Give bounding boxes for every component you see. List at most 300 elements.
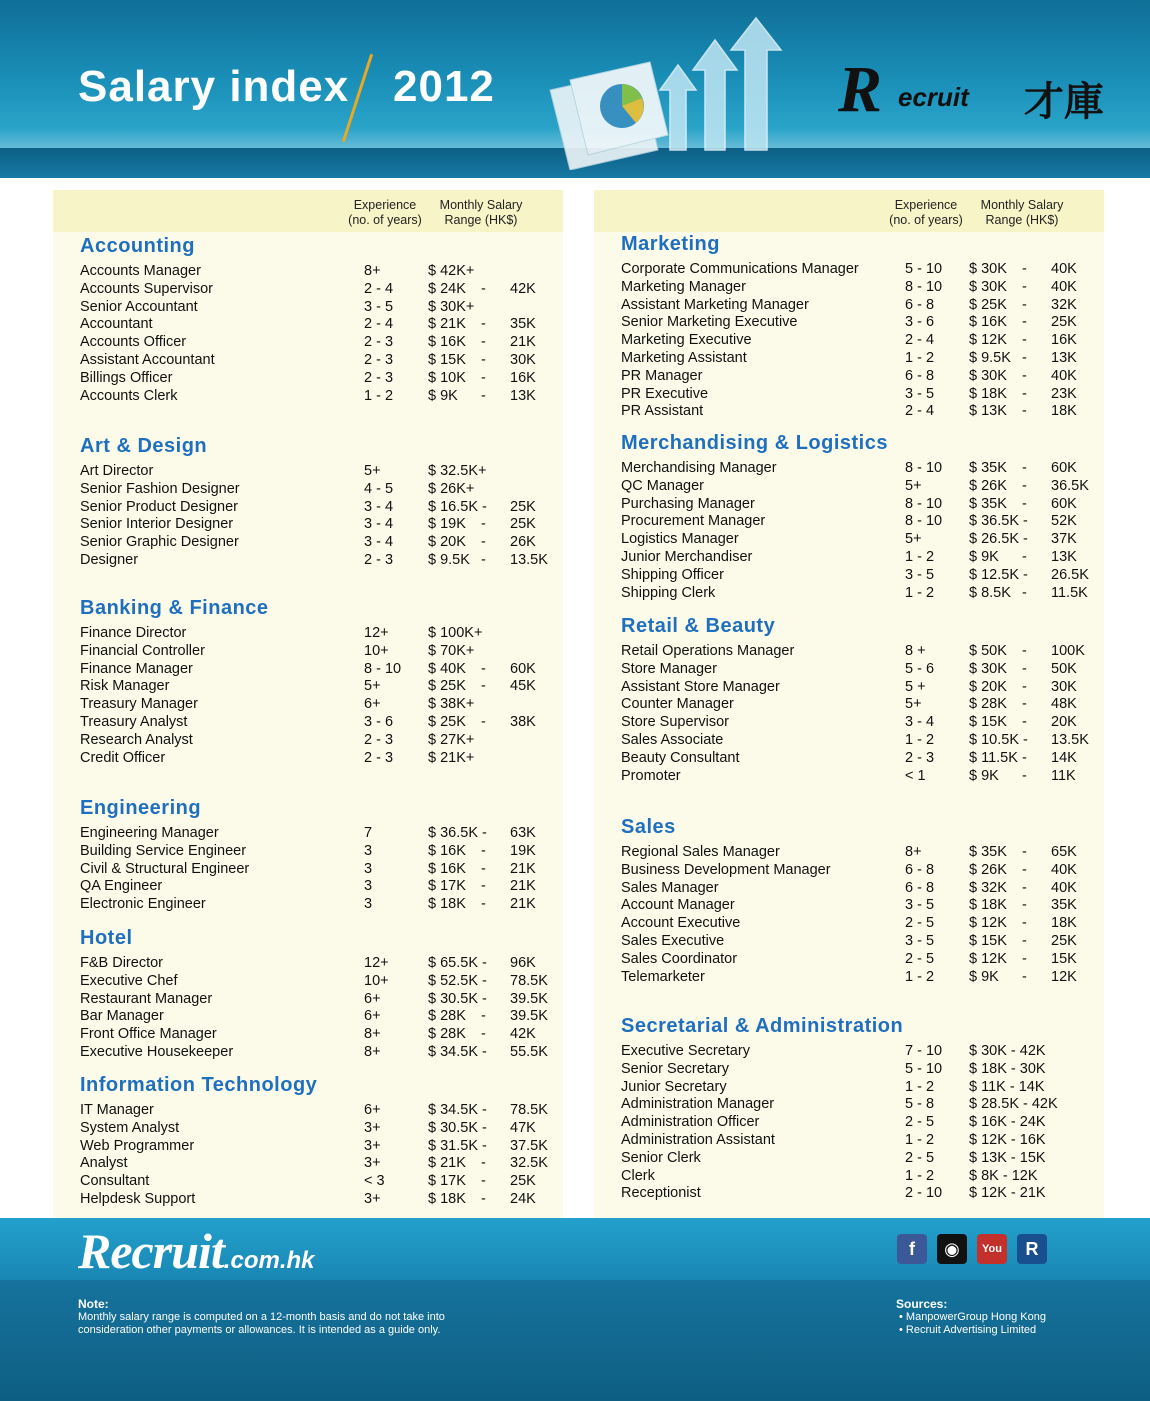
salary-low: $ 15K xyxy=(428,352,466,368)
salary-low: $ 12K - 16K xyxy=(969,1132,1046,1148)
salary-high: 30K xyxy=(1051,678,1077,695)
salary-low: $ 35K xyxy=(969,460,1007,476)
salary-row xyxy=(80,1026,550,1044)
salary-row xyxy=(621,880,1091,898)
experience-header-line2: (no. of years) xyxy=(348,213,422,227)
experience-years: 3 xyxy=(364,842,373,859)
salary-row xyxy=(80,334,550,352)
job-title: Civil & Structural Engineer xyxy=(80,860,250,877)
salary-high: 42K xyxy=(510,280,536,297)
salary-row xyxy=(80,861,550,879)
salary-high: 65K xyxy=(1051,844,1077,860)
site-logo-domain: .com.hk xyxy=(223,1247,315,1274)
salary-low: $ 9.5K xyxy=(428,552,470,568)
salary-low: $ 28.5K - 42K xyxy=(969,1096,1058,1113)
salary-low: $ 30K - 42K xyxy=(969,1043,1046,1059)
site-logo[interactable] xyxy=(78,1222,315,1280)
salary-row xyxy=(80,714,550,732)
salary-separator: - xyxy=(1022,767,1027,784)
salary-row xyxy=(80,678,550,696)
salary-high: 30K xyxy=(510,352,536,368)
experience-years: 1 - 2 xyxy=(905,350,935,366)
salary-low: $ 36.5K - xyxy=(428,825,487,841)
experience-years: 8+ xyxy=(364,1044,381,1060)
job-title: IT Manager xyxy=(80,1102,154,1118)
salary-row xyxy=(80,388,550,406)
job-title: Building Service Engineer xyxy=(80,842,247,859)
salary-low: $ 19K xyxy=(428,516,466,533)
job-title: Senior Secretary xyxy=(621,1060,729,1077)
salary-low: $ 34.5K - xyxy=(428,1102,487,1118)
job-title: F&B Director xyxy=(80,955,163,971)
job-title: Store Supervisor xyxy=(621,714,729,731)
salary-row xyxy=(621,1043,1091,1061)
salary-row xyxy=(621,844,1091,862)
job-title: Senior Product Designer xyxy=(80,498,238,515)
salary-separator: - xyxy=(1022,714,1027,731)
experience-years: 8 - 10 xyxy=(905,495,943,512)
salary-separator: - xyxy=(481,369,486,386)
salary-row xyxy=(621,261,1091,279)
salary-low: $ 42K+ xyxy=(428,263,475,279)
experience-years: 3 - 5 xyxy=(905,566,935,583)
salary-low: $ 24K xyxy=(428,280,466,297)
salary-low: $ 20K xyxy=(428,534,466,551)
job-title: Account Manager xyxy=(621,897,735,914)
salary-high: 20K xyxy=(1051,714,1077,731)
job-title: PR Executive xyxy=(621,385,709,402)
salary-low: $ 18K xyxy=(428,1191,466,1207)
job-title: Sales Associate xyxy=(621,732,724,748)
salary-low: $ 16K xyxy=(428,334,466,351)
salary-row xyxy=(80,843,550,861)
experience-years: 7 - 10 xyxy=(905,1043,943,1059)
salary-high: 13K xyxy=(510,387,536,404)
salary-separator: - xyxy=(1022,950,1027,967)
salary-low: $ 25K xyxy=(969,296,1007,313)
salary-row xyxy=(80,481,550,499)
salary-high: 25K xyxy=(510,516,536,533)
salary-high: 25K xyxy=(510,1173,536,1190)
salary-row xyxy=(80,352,550,370)
experience-years: 6+ xyxy=(364,1102,381,1118)
section-title: Banking & Finance xyxy=(80,597,269,619)
salary-low: $ 26K xyxy=(969,861,1007,878)
experience-years: 12+ xyxy=(364,955,389,971)
experience-years: 3 - 4 xyxy=(364,516,394,533)
salary-high: 38K xyxy=(510,714,536,730)
left-salary-column xyxy=(53,190,563,1220)
salary-header xyxy=(433,198,529,228)
experience-years: 1 - 2 xyxy=(905,1132,935,1148)
salary-high: 39.5K xyxy=(510,1008,548,1025)
salary-high: 35K xyxy=(1051,897,1077,914)
salary-separator: - xyxy=(1022,460,1027,476)
salary-low: $ 11K - 14K xyxy=(969,1078,1045,1095)
section-title: Engineering xyxy=(80,797,202,819)
job-title: QA Engineer xyxy=(80,878,163,895)
header-banner xyxy=(0,0,1150,178)
salary-low: $ 18K xyxy=(969,897,1007,914)
salary-separator: - xyxy=(1022,314,1027,331)
recruit-icon[interactable]: R xyxy=(1017,1234,1047,1264)
experience-years: 2 - 4 xyxy=(364,280,394,297)
job-title: Senior Graphic Designer xyxy=(80,534,239,551)
job-title: Marketing Executive xyxy=(621,332,752,349)
salary-separator: - xyxy=(481,860,486,877)
salary-row xyxy=(621,332,1091,350)
salary-low: $ 50K xyxy=(969,643,1007,659)
experience-years: 6 - 8 xyxy=(905,879,935,896)
salary-high: 13K xyxy=(1051,549,1077,565)
salary-row xyxy=(80,825,550,843)
salary-low: $ 13K - 15K xyxy=(969,1149,1046,1166)
salary-low: $ 28K xyxy=(428,1026,466,1043)
salary-separator: - xyxy=(481,1191,486,1207)
experience-years: 8+ xyxy=(364,1026,381,1043)
experience-years: 8 + xyxy=(905,643,926,659)
job-title: Restaurant Manager xyxy=(80,990,213,1007)
salary-header xyxy=(974,198,1070,228)
experience-years: 2 - 3 xyxy=(364,749,394,766)
salary-row xyxy=(80,1044,550,1062)
salary-high: 60K xyxy=(1051,495,1077,512)
salary-separator: - xyxy=(1022,261,1027,277)
salary-separator: - xyxy=(481,1173,486,1190)
salary-low: $ 18K - 30K xyxy=(969,1060,1046,1077)
experience-years: 2 - 3 xyxy=(364,552,394,568)
job-title: Risk Manager xyxy=(80,678,170,695)
salary-low: $ 32K xyxy=(969,879,1007,896)
salary-separator: - xyxy=(1022,367,1027,384)
salary-high: 40K xyxy=(1051,879,1077,896)
section-title: Merchandising & Logistics xyxy=(621,432,888,454)
salary-separator: - xyxy=(481,842,486,859)
salary-row xyxy=(621,350,1091,368)
salary-separator: - xyxy=(481,1008,486,1025)
salary-low: $ 38K+ xyxy=(428,696,475,713)
salary-row xyxy=(621,314,1091,332)
job-title: Sales Executive xyxy=(621,933,725,949)
experience-years: 5+ xyxy=(905,477,922,494)
experience-years: 6+ xyxy=(364,1008,381,1025)
salary-separator: - xyxy=(481,516,486,533)
logo-text: ecruit xyxy=(898,82,969,112)
job-title: Front Office Manager xyxy=(80,1026,217,1043)
experience-years: 5 - 10 xyxy=(905,261,943,277)
job-title: Web Programmer xyxy=(80,1137,195,1154)
job-title: Administration Assistant xyxy=(621,1132,775,1148)
salary-high: 25K xyxy=(1051,314,1077,331)
salary-low: $ 26K xyxy=(969,477,1007,494)
job-title: Helpdesk Support xyxy=(80,1191,196,1207)
job-title: Designer xyxy=(80,552,139,568)
salary-high: 39.5K xyxy=(510,990,548,1007)
salary-row xyxy=(621,1150,1091,1168)
job-title: Senior Fashion Designer xyxy=(80,480,240,497)
salary-row xyxy=(80,499,550,517)
salary-low: $ 26.5K - xyxy=(969,531,1028,548)
salary-separator: - xyxy=(1022,278,1027,295)
salary-low: $ 26K+ xyxy=(428,480,475,497)
experience-years: 3 - 5 xyxy=(905,933,935,949)
salary-high: 11.5K xyxy=(1051,584,1088,601)
salary-row xyxy=(80,1102,550,1120)
experience-years: 6 - 8 xyxy=(905,367,935,384)
salary-row xyxy=(621,1132,1091,1150)
experience-years: 1 - 2 xyxy=(905,549,935,565)
growth-chart-illustration xyxy=(530,10,820,170)
salary-low: $ 32.5K+ xyxy=(428,463,487,479)
job-title: Marketing Assistant xyxy=(621,350,747,366)
job-title: Shipping Clerk xyxy=(621,584,716,601)
salary-high: 100K xyxy=(1051,643,1085,659)
salary-row xyxy=(621,1061,1091,1079)
salary-high: 42K xyxy=(510,1026,536,1043)
salary-separator: - xyxy=(1022,915,1027,932)
experience-years: 1 - 2 xyxy=(364,387,394,404)
salary-separator: - xyxy=(1022,332,1027,349)
salary-row xyxy=(621,386,1091,404)
job-title: Accountant xyxy=(80,316,153,333)
section-title: Accounting xyxy=(80,235,195,257)
job-title: Consultant xyxy=(80,1173,150,1190)
job-title: Regional Sales Manager xyxy=(621,844,780,860)
footer-notes-bar xyxy=(0,1280,1150,1401)
job-title: Finance Manager xyxy=(80,660,193,677)
salary-row xyxy=(80,263,550,281)
experience-header-line1: Experience xyxy=(894,198,958,212)
job-title: Accounts Officer xyxy=(80,334,187,351)
salary-separator: - xyxy=(1022,296,1027,313)
salary-low: $ 16K - 24K xyxy=(969,1114,1046,1131)
salary-separator: - xyxy=(481,534,486,551)
experience-years: 3 xyxy=(364,860,373,877)
salary-high: 78.5K xyxy=(510,972,548,989)
column-header xyxy=(594,190,1104,232)
salary-low: $ 70K+ xyxy=(428,642,475,659)
experience-years: < 3 xyxy=(364,1173,385,1190)
salary-low: $ 28K xyxy=(969,696,1007,713)
experience-years: 2 - 5 xyxy=(905,950,935,967)
salary-low: $ 12K xyxy=(969,332,1007,349)
salary-high: 14K xyxy=(1051,749,1077,766)
salary-separator: - xyxy=(1022,879,1027,896)
job-title: Assistant Store Manager xyxy=(621,678,780,695)
salary-row xyxy=(621,1114,1091,1132)
salary-row xyxy=(80,516,550,534)
salary-separator: - xyxy=(481,896,486,913)
salary-separator: - xyxy=(481,714,486,730)
salary-separator: - xyxy=(1022,403,1027,420)
experience-years: 5 - 10 xyxy=(905,1060,943,1077)
salary-low: $ 25K xyxy=(428,678,466,695)
salary-separator: - xyxy=(1022,549,1027,565)
salary-separator: - xyxy=(481,352,486,368)
salary-row xyxy=(621,969,1091,987)
experience-years: 3 - 5 xyxy=(905,897,935,914)
experience-years: 3 - 4 xyxy=(905,714,935,731)
salary-row xyxy=(80,732,550,750)
experience-years: 2 - 3 xyxy=(364,731,394,748)
salary-high: 40K xyxy=(1051,367,1077,384)
salary-row xyxy=(621,679,1091,697)
salary-low: $ 16K xyxy=(969,314,1007,331)
salary-row xyxy=(80,750,550,768)
salary-low: $ 20K xyxy=(969,678,1007,695)
job-title: Promoter xyxy=(621,767,681,784)
salary-high: 35K xyxy=(510,316,536,333)
salary-high: 40K xyxy=(1051,261,1077,277)
salary-high: 37K xyxy=(1051,531,1077,548)
salary-separator: - xyxy=(1022,897,1027,914)
note-title: Note: xyxy=(78,1297,109,1311)
experience-header-line2: (no. of years) xyxy=(889,213,963,227)
salary-separator: - xyxy=(1022,385,1027,402)
salary-row xyxy=(80,1138,550,1156)
salary-low: $ 12K xyxy=(969,915,1007,932)
experience-years: 5 + xyxy=(905,678,926,695)
job-title: Logistics Manager xyxy=(621,531,739,548)
column-header xyxy=(53,190,563,232)
salary-high: 25K xyxy=(1051,933,1077,949)
weibo-icon[interactable]: ◉ xyxy=(937,1234,967,1264)
salary-separator: - xyxy=(1022,861,1027,878)
salary-row xyxy=(80,878,550,896)
salary-row xyxy=(80,299,550,317)
salary-separator: - xyxy=(1022,660,1027,677)
salary-separator: - xyxy=(1022,643,1027,659)
salary-row xyxy=(621,714,1091,732)
salary-row xyxy=(621,862,1091,880)
salary-high: 52K xyxy=(1051,513,1077,530)
salary-high: 21K xyxy=(510,860,536,877)
salary-row xyxy=(621,1168,1091,1186)
salary-high: 21K xyxy=(510,878,536,895)
job-title: Bar Manager xyxy=(80,1008,164,1025)
experience-years: 2 - 4 xyxy=(364,316,394,333)
section-title: Marketing xyxy=(621,233,720,255)
experience-years: 12+ xyxy=(364,625,389,641)
experience-years: 3+ xyxy=(364,1155,381,1172)
salary-high: 40K xyxy=(1051,278,1077,295)
salary-separator: - xyxy=(1022,477,1027,494)
experience-years: 2 - 4 xyxy=(905,403,935,420)
salary-high: 32.5K xyxy=(510,1155,548,1172)
experience-years: 3+ xyxy=(364,1119,381,1136)
salary-high: 16K xyxy=(510,369,536,386)
experience-years: 10+ xyxy=(364,972,389,989)
salary-low: $ 12K xyxy=(969,950,1007,967)
section-title: Sales xyxy=(621,816,676,838)
experience-years: 3 xyxy=(364,896,373,913)
salary-row xyxy=(80,534,550,552)
salary-row xyxy=(621,297,1091,315)
experience-years: 2 - 10 xyxy=(905,1185,943,1202)
salary-low: $ 18K xyxy=(969,385,1007,402)
job-title: Research Analyst xyxy=(80,731,193,748)
salary-high: 26.5K xyxy=(1051,566,1089,583)
job-title: Analyst xyxy=(80,1155,128,1172)
salary-row xyxy=(621,478,1091,496)
salary-row xyxy=(80,316,550,334)
salary-row xyxy=(621,951,1091,969)
salary-high: 48K xyxy=(1051,696,1077,713)
salary-low: $ 11.5K - xyxy=(969,749,1027,766)
youtube-icon[interactable]: You xyxy=(977,1234,1007,1264)
experience-years: 3+ xyxy=(364,1137,381,1154)
job-title: Marketing Manager xyxy=(621,278,746,295)
experience-years: 2 - 3 xyxy=(364,334,394,351)
salary-high: 23K xyxy=(1051,385,1077,402)
job-title: Administration Manager xyxy=(621,1096,775,1113)
salary-low: $ 21K xyxy=(428,316,466,333)
job-title: Purchasing Manager xyxy=(621,495,755,512)
salary-row xyxy=(80,661,550,679)
salary-low: $ 28K xyxy=(428,1008,466,1025)
experience-years: 2 - 3 xyxy=(364,352,394,368)
job-title: QC Manager xyxy=(621,477,705,494)
salary-low: $ 34.5K - xyxy=(428,1044,487,1060)
salary-row xyxy=(621,279,1091,297)
salary-separator: - xyxy=(1022,968,1027,985)
salary-low: $ 36.5K - xyxy=(969,513,1028,530)
sources-title: Sources: xyxy=(896,1297,948,1311)
experience-years: 8+ xyxy=(364,263,381,279)
experience-header xyxy=(886,198,966,228)
salary-row xyxy=(621,496,1091,514)
job-title: Executive Housekeeper xyxy=(80,1044,234,1060)
salary-low: $ 15K xyxy=(969,933,1007,949)
salary-low: $ 9K xyxy=(969,767,999,784)
salary-low: $ 52.5K - xyxy=(428,972,487,989)
salary-low: $ 21K+ xyxy=(428,749,475,766)
salary-row xyxy=(80,896,550,914)
note-text: Monthly salary range is computed on a 12-month basis and do not take into consideration other payments or allowances. It is intended as a guide only. xyxy=(78,1311,445,1336)
job-title: Shipping Officer xyxy=(621,566,724,583)
salary-low: $ 18K xyxy=(428,896,466,913)
salary-low: $ 9K xyxy=(969,549,999,565)
experience-header xyxy=(345,198,425,228)
salary-high: 47K xyxy=(510,1119,536,1136)
salary-low: $ 16K xyxy=(428,842,466,859)
salary-row xyxy=(80,1008,550,1026)
salary-low: $ 30K xyxy=(969,367,1007,384)
job-title: Corporate Communications Manager xyxy=(621,261,859,277)
salary-separator: - xyxy=(1022,844,1027,860)
salary-high: 16K xyxy=(1051,332,1077,349)
experience-years: 1 - 2 xyxy=(905,732,935,748)
salary-separator: - xyxy=(481,660,486,677)
salary-row xyxy=(621,585,1091,603)
source-line: • Recruit Advertising Limited xyxy=(899,1324,1037,1336)
salary-high: 11K xyxy=(1051,767,1076,784)
salary-low: $ 21K xyxy=(428,1155,466,1172)
salary-row xyxy=(621,531,1091,549)
experience-years: 3 - 4 xyxy=(364,498,394,515)
experience-years: 5+ xyxy=(905,531,922,548)
salary-high: 19K xyxy=(510,842,536,859)
salary-header-line2: Range (HK$) xyxy=(985,213,1059,227)
salary-row xyxy=(80,1155,550,1173)
job-title: System Analyst xyxy=(80,1119,180,1136)
salary-low: $ 30K xyxy=(969,660,1007,677)
facebook-icon[interactable]: f xyxy=(897,1234,927,1264)
job-title: Business Development Manager xyxy=(621,861,831,878)
job-title: Counter Manager xyxy=(621,696,734,713)
salary-separator: - xyxy=(481,316,486,333)
salary-separator: - xyxy=(481,334,486,351)
